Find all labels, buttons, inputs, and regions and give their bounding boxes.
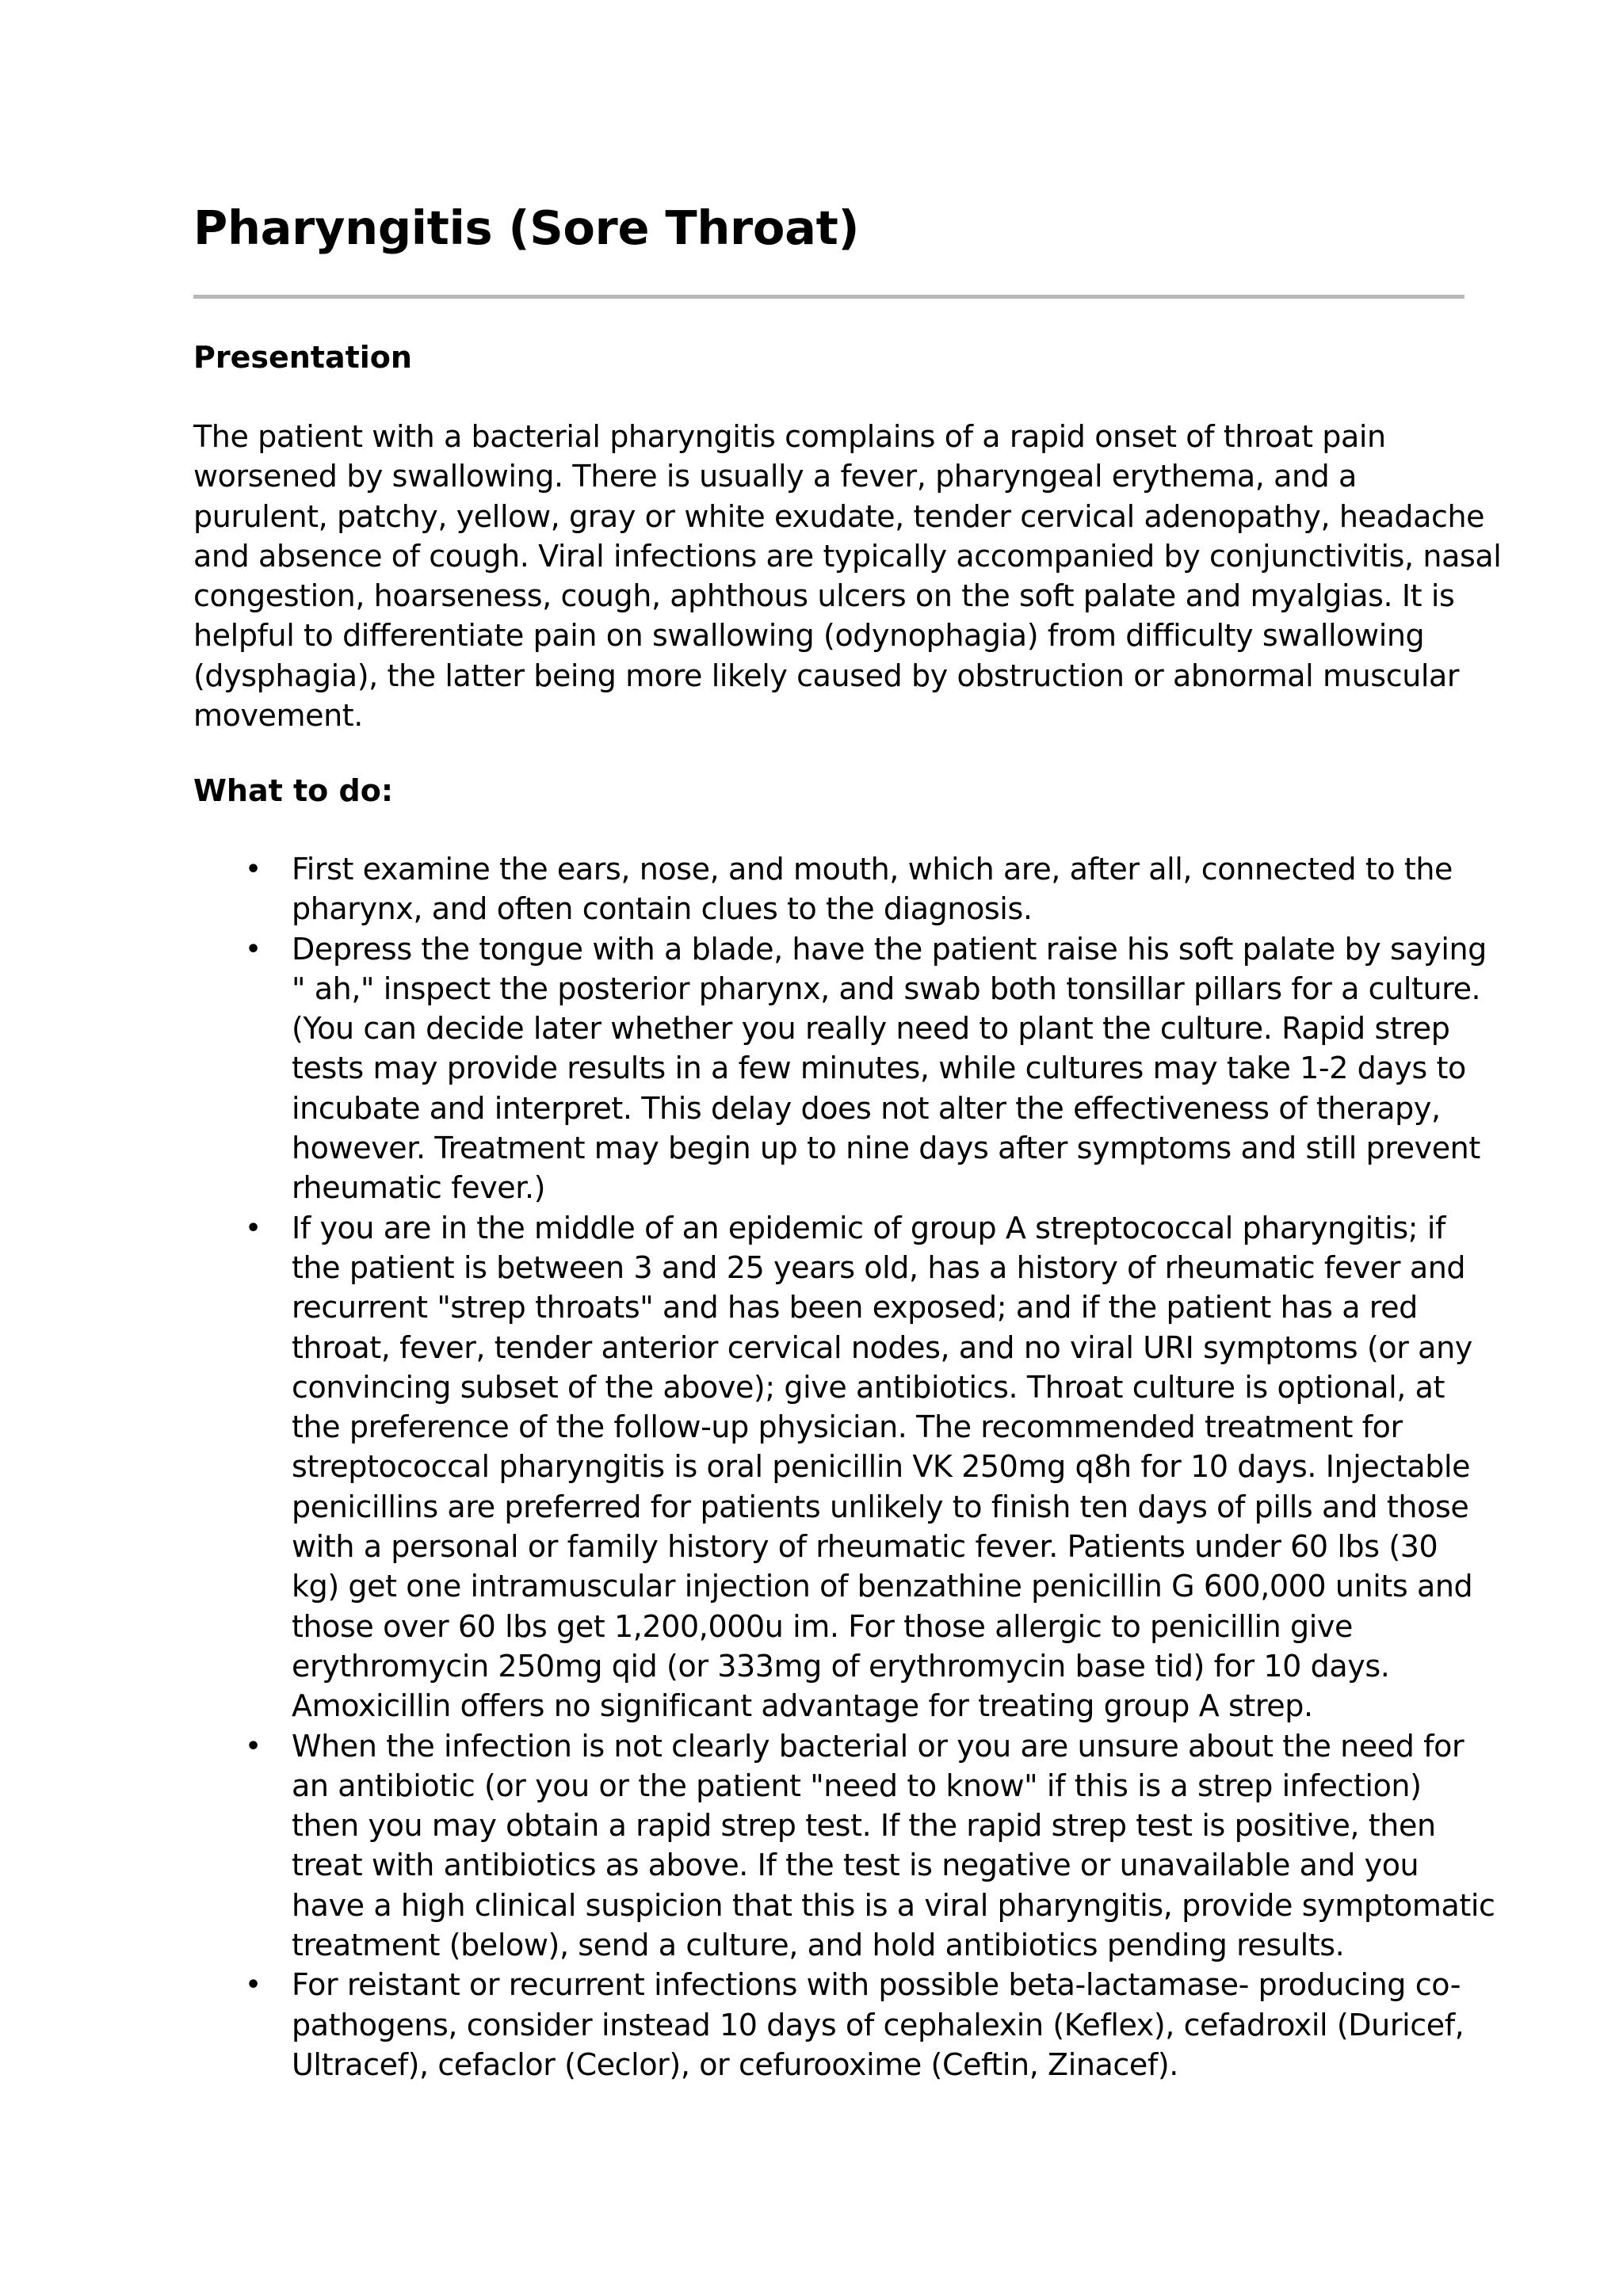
text-line: rheumatic fever.) [292, 1170, 546, 1206]
bullet-icon: • [246, 1971, 261, 2000]
text-line: movement. [193, 698, 363, 734]
list-item [193, 929, 1487, 1208]
text-line: then you may obtain a rapid strep test. If the rapid strep test is positive, then [292, 1808, 1436, 1844]
text-line: worsened by swallowing. There is usually a fever, pharyngeal erythema, and a [193, 459, 1357, 494]
text-line: and absence of cough. Viral infections are typically accompanied by conjunctivitis, nasal [193, 538, 1502, 574]
text-line: kg) get one intramuscular injection of benzathine penicillin G 600,000 units and [292, 1569, 1473, 1604]
text-line: convincing subset of the above); give antibiotics. Throat culture is optional, at [292, 1369, 1445, 1405]
list-item [193, 1965, 1465, 2084]
list-item [193, 1208, 1473, 1726]
text-line: First examine the ears, nose, and mouth, which are, after all, connected to the [292, 852, 1453, 887]
text-line: purulent, patchy, yellow, gray or white exudate, tender cervical adenopathy, headache [193, 498, 1485, 534]
text-line: have a high clinical suspicion that this is a viral pharyngitis, provide symptomatic [292, 1887, 1495, 1923]
text-line: Depress the tongue with a blade, have the patient raise his soft palate by saying [292, 931, 1487, 967]
bullet-icon: • [246, 856, 261, 883]
text-line: " ah," inspect the posterior pharynx, and swab both tonsillar pillars for a culture. [292, 971, 1481, 1006]
list-item [193, 849, 1465, 929]
text-line: penicillins are preferred for patients unlikely to finish ten days of pills and those [292, 1489, 1469, 1524]
text-line: (dysphagia), the latter being more likely caused by obstruction or abnormal muscular [193, 658, 1460, 693]
text-line: the patient is between 3 and 25 years old, has a history of rheumatic fever and [292, 1249, 1466, 1285]
text-line: with a personal or family history of rheumatic fever. Patients under 60 lbs (30 [292, 1529, 1438, 1565]
title-divider [193, 295, 1465, 299]
text-line: the preference of the follow-up physician. The recommended treatment for [292, 1409, 1403, 1445]
text-line: tests may provide results in a few minutes, while cultures may take 1-2 days to [292, 1051, 1466, 1086]
text-line: Amoxicillin offers no significant advantage for treating group A strep. [292, 1688, 1313, 1724]
text-line: helpful to differentiate pain on swallowing (odynophagia) from difficulty swallowing [193, 618, 1425, 654]
text-line: however. Treatment may begin up to nine days after symptoms and still prevent [292, 1131, 1480, 1166]
text-line: Ultracef), cefaclor (Ceclor), or cefurooxime (Ceftin, Zinacef). [292, 2046, 1178, 2082]
text-line: streptococcal pharyngitis is oral penicillin VK 250mg q8h for 10 days. Injectable [292, 1449, 1471, 1485]
bullet-icon: • [246, 1214, 261, 1242]
what-to-do-list [193, 849, 1495, 2084]
page-title: Pharyngitis (Sore Throat) [193, 200, 860, 255]
list-item [193, 1726, 1495, 1966]
text-line: those over 60 lbs get 1,200,000u im. For those allergic to penicillin give [292, 1608, 1353, 1644]
bullet-icon: • [246, 1732, 261, 1760]
text-line: (You can decide later whether you really need to plant the culture. Rapid strep [292, 1011, 1450, 1047]
bullet-icon: • [246, 935, 261, 963]
text-line: treat with antibiotics as above. If the test is negative or unavailable and you [292, 1848, 1419, 1883]
text-line: The patient with a bacterial pharyngitis complains of a rapid onset of throat pain [193, 419, 1386, 454]
text-line: For reistant or recurrent infections with possible beta-lactamase- producing co- [292, 1967, 1461, 2003]
text-line: congestion, hoarseness, cough, aphthous ulcers on the soft palate and myalgias. It is [193, 578, 1455, 614]
what-to-do-heading: What to do: [193, 773, 394, 808]
text-line: When the infection is not clearly bacterial or you are unsure about the need for [292, 1728, 1465, 1764]
text-line: recurrent "strep throats" and has been exposed; and if the patient has a red [292, 1290, 1418, 1325]
text-line: If you are in the middle of an epidemic of group A streptococcal pharyngitis; if [292, 1210, 1445, 1245]
presentation-paragraph [193, 417, 1502, 735]
text-line: an antibiotic (or you or the patient "need to know" if this is a strep infection) [292, 1768, 1422, 1803]
text-line: incubate and interpret. This delay does not alter the effectiveness of therapy, [292, 1090, 1441, 1126]
text-line: throat, fever, tender anterior cervical nodes, and no viral URI symptoms (or any [292, 1329, 1472, 1365]
text-line: pharynx, and often contain clues to the diagnosis. [292, 891, 1033, 927]
text-line: treatment (below), send a culture, and hold antibiotics pending results. [292, 1928, 1345, 1963]
text-line: erythromycin 250mg qid (or 333mg of erythromycin base tid) for 10 days. [292, 1648, 1390, 1684]
presentation-heading: Presentation [193, 340, 412, 375]
text-line: pathogens, consider instead 10 days of cephalexin (Keflex), cefadroxil (Duricef, [292, 2007, 1465, 2042]
